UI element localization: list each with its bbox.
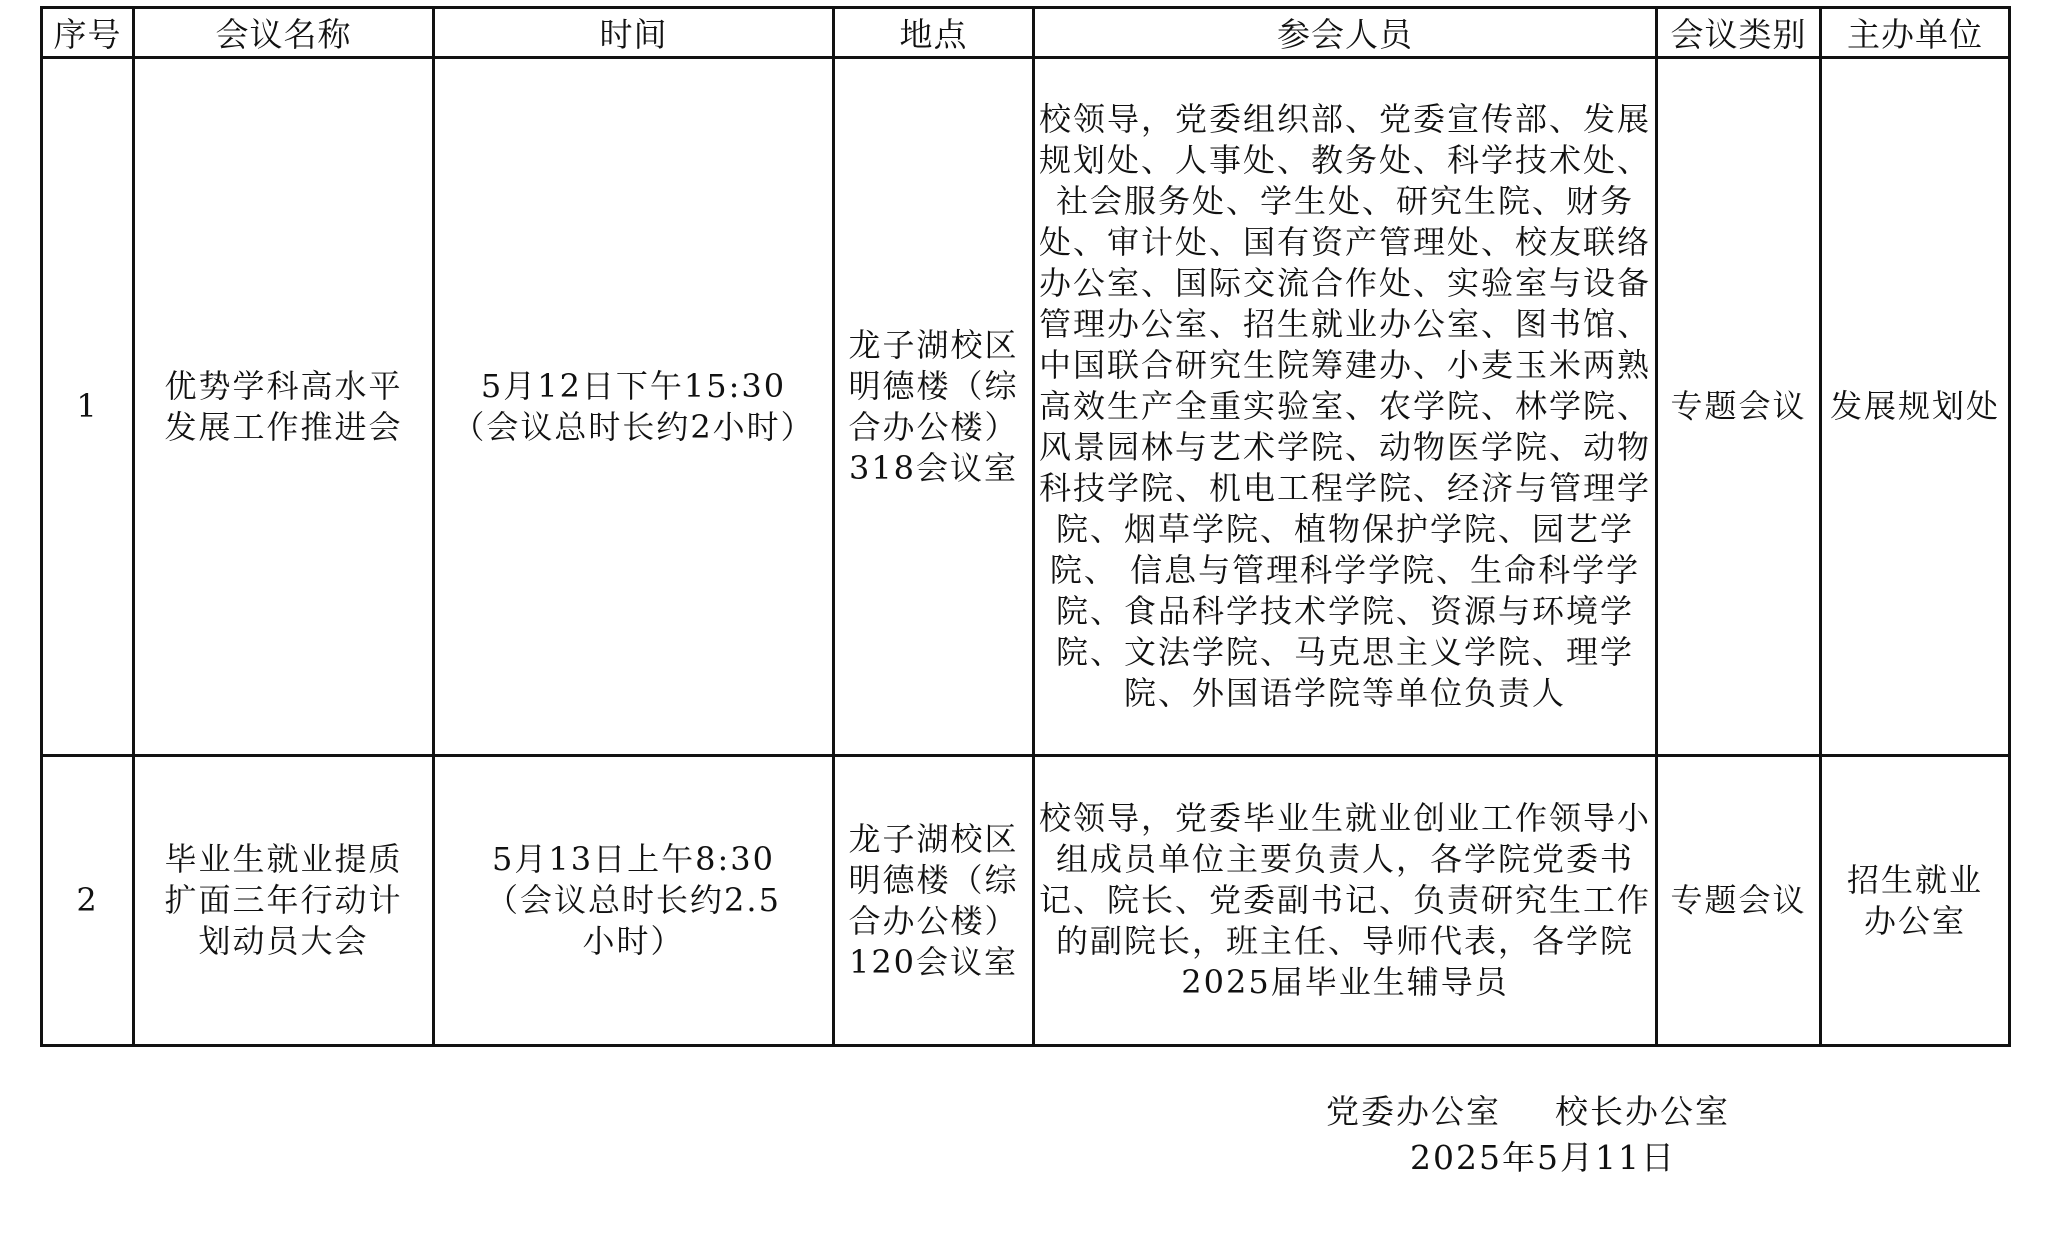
meeting-time [434,756,834,1046]
meeting-schedule-table [40,6,2011,1047]
meeting-category: 专题会议 [1657,58,1821,756]
meeting-name: 毕业生就业提质扩面三年行动计划动员大会 [134,756,434,1046]
header-organizer: 主办单位 [1821,8,2010,58]
table-row [42,756,2010,1046]
meeting-organizer: 发展规划处 [1821,58,2010,756]
header-attendees: 参会人员 [1034,8,1657,58]
header-no: 序号 [42,8,134,58]
header-meeting-name: 会议名称 [134,8,434,58]
time-note: （会议总时长约2.5小时） [486,881,781,960]
issuer-president-office: 校长办公室 [1555,1092,1730,1131]
table-row [42,58,2010,756]
meeting-location: 龙子湖校区明德楼（综合办公楼）318会议室 [834,58,1034,756]
issue-date: 2025年5月11日 [1410,1138,1676,1177]
meeting-location: 龙子湖校区明德楼（综合办公楼）120会议室 [834,756,1034,1046]
meeting-time [434,58,834,756]
issuing-offices [1326,1086,1730,1133]
header-time: 时间 [434,8,834,58]
row-number: 1 [42,58,134,756]
row-number: 2 [42,756,134,1046]
issuer-party-office: 党委办公室 [1326,1092,1501,1131]
meeting-organizer: 招生就业办公室 [1821,756,2010,1046]
meeting-attendees: 校领导，党委组织部、党委宣传部、发展规划处、人事处、教务处、科学技术处、社会服务处、学生处、研究生院、财务处、审计处、国有资产管理处、校友联络办公室、国际交流合作处、实验室与设备管理办公室、招生就业办公室、图书馆、中国联合研究生院筹建办、小麦玉米两熟高效生产全重实验室、农学院、林学院、风景园林与艺术学院、动物医学院、动物科技学院、机电工程学院、经济与管理学院、烟草学院、植物保护学院、园艺学院、 信息与管理科学学院、生命科学学院、食品科学技术学院、资源与环境学院、文法学院、马克思主义学院、理学院、外国语学院等单位负责人 [1034,58,1657,756]
meeting-attendees: 校领导，党委毕业生就业创业工作领导小组成员单位主要负责人，各学院党委书记、院长、党委副书记、负责研究生工作的副院长，班主任、导师代表，各学院2025届毕业生辅导员 [1034,756,1657,1046]
time-main: 5月12日下午15:30 [480,366,787,405]
time-main: 5月13日上午8:30 [492,840,775,878]
header-row [42,8,2010,58]
meeting-name: 优势学科高水平发展工作推进会 [134,58,434,756]
header-location: 地点 [834,8,1034,58]
time-note: （会议总时长约2小时） [452,407,815,446]
header-category: 会议类别 [1657,8,1821,58]
meeting-category: 专题会议 [1657,756,1821,1046]
